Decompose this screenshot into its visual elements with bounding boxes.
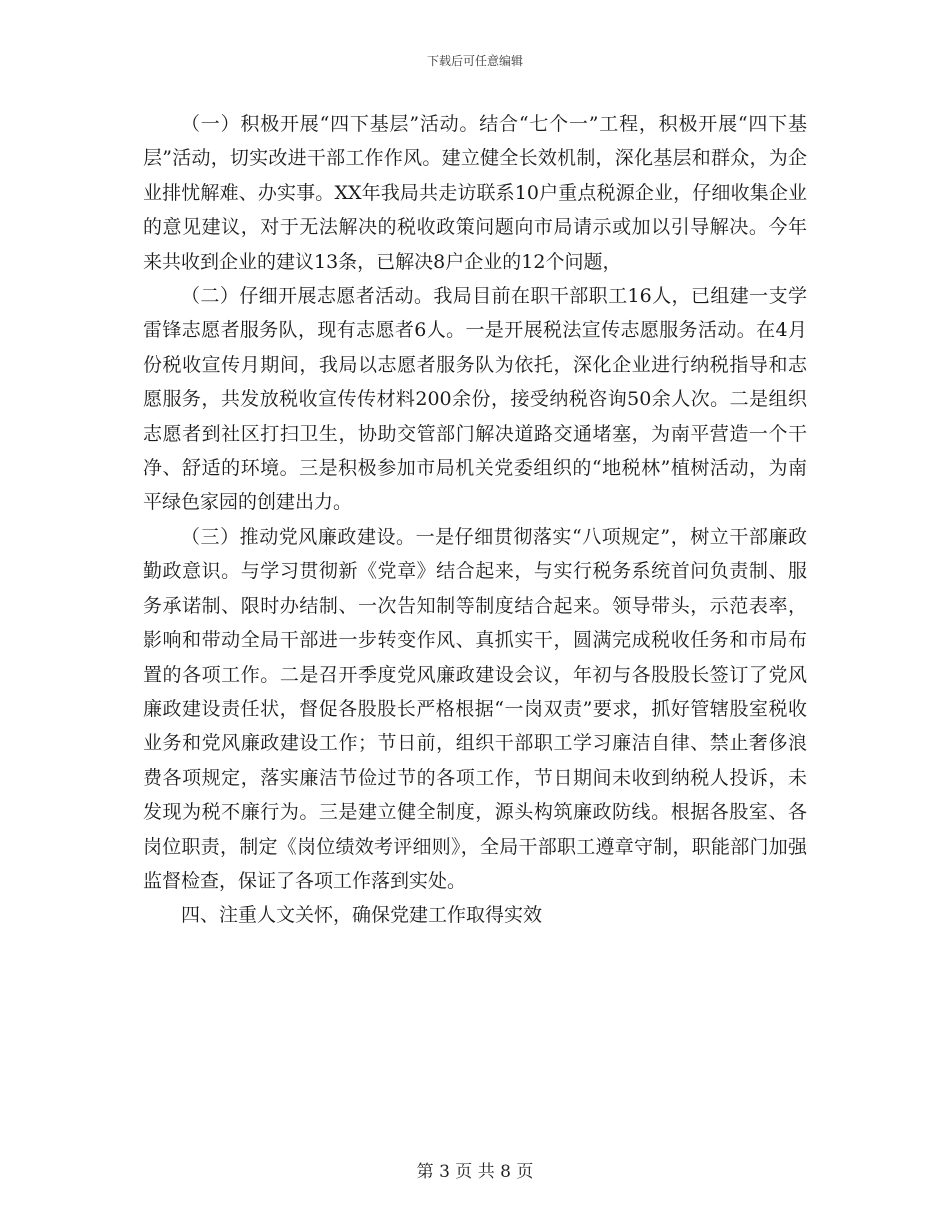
page-footer: 第 3 页 共 8 页 xyxy=(416,1162,534,1182)
paragraph-3: （三）推动党风廉政建设。一是仔细贯彻落实“八项规定”，树立干部廉政勤政意识。与学习贯彻新《党章》结合起来，与实行税务系统首问负责制、服务承诺制、限时办结制、一次告知制等制度结合起来。领导带头，示范表率，影响和带动全局干部进一步转变作风、真抓实干，圆满完成税收任务和市局布置的各项工作。二是召开季度党风廉政建设会议，年初与各股股长签订了党风廉政建设责任状，督促各股股长严格根据“一岗双责”要求，抓好管辖股室税收业务和党风廉政建设工作；节日前，组织干部职工学习廉洁自律、禁止奢侈浪费各项规定，落实廉洁节俭过节的各项工作，节日期间未收到纳税人投诉，未发现为税不廉行为。三是建立健全制度，源头构筑廉政防线。根据各股室、各岗位职责，制定《岗位绩效考评细则》，全局干部职工遵章守制，职能部门加强监督检查，保证了各项工作落到实处。 xyxy=(143,525,807,892)
page-header: 下载后可任意编辑 xyxy=(426,54,523,68)
section-heading-4: 四、注重人文关怀，确保党建工作取得实效 xyxy=(181,904,543,927)
paragraph-2: （二）仔细开展志愿者活动。我局目前在职干部职工16人，已组建一支学雷锋志愿者服务队，现有志愿者6人。一是开展税法宣传志愿服务活动。在4月份税收宣传月期间，我局以志愿者服务队为依托，深化企业进行纳税指导和志愿服务，共发放税收宣传传材料200余份，接受纳税咨询50余人次。二是组织志愿者到社区打扫卫生，协助交管部门解决道路交通堵塞，为南平营造一个干净、舒适的环境。三是积极参加市局机关党委组织的“地税林”植树活动，为南平绿色家园的创建出力。 xyxy=(143,285,807,514)
paragraph-1: （一）积极开展“四下基层”活动。结合“七个一”工程，积极开展“四下基层”活动，切实改进干部工作作风。建立健全长效机制，深化基层和群众，为企业排忧解难、办实事。XX年我局共走访联系10户重点税源企业，仔细收集企业的意见建议，对于无法解决的税收政策问题向市局请示或加以引导解决。今年来共收到企业的建议13条，已解决8户企业的12个问题， xyxy=(143,113,807,273)
document-body xyxy=(143,107,807,933)
